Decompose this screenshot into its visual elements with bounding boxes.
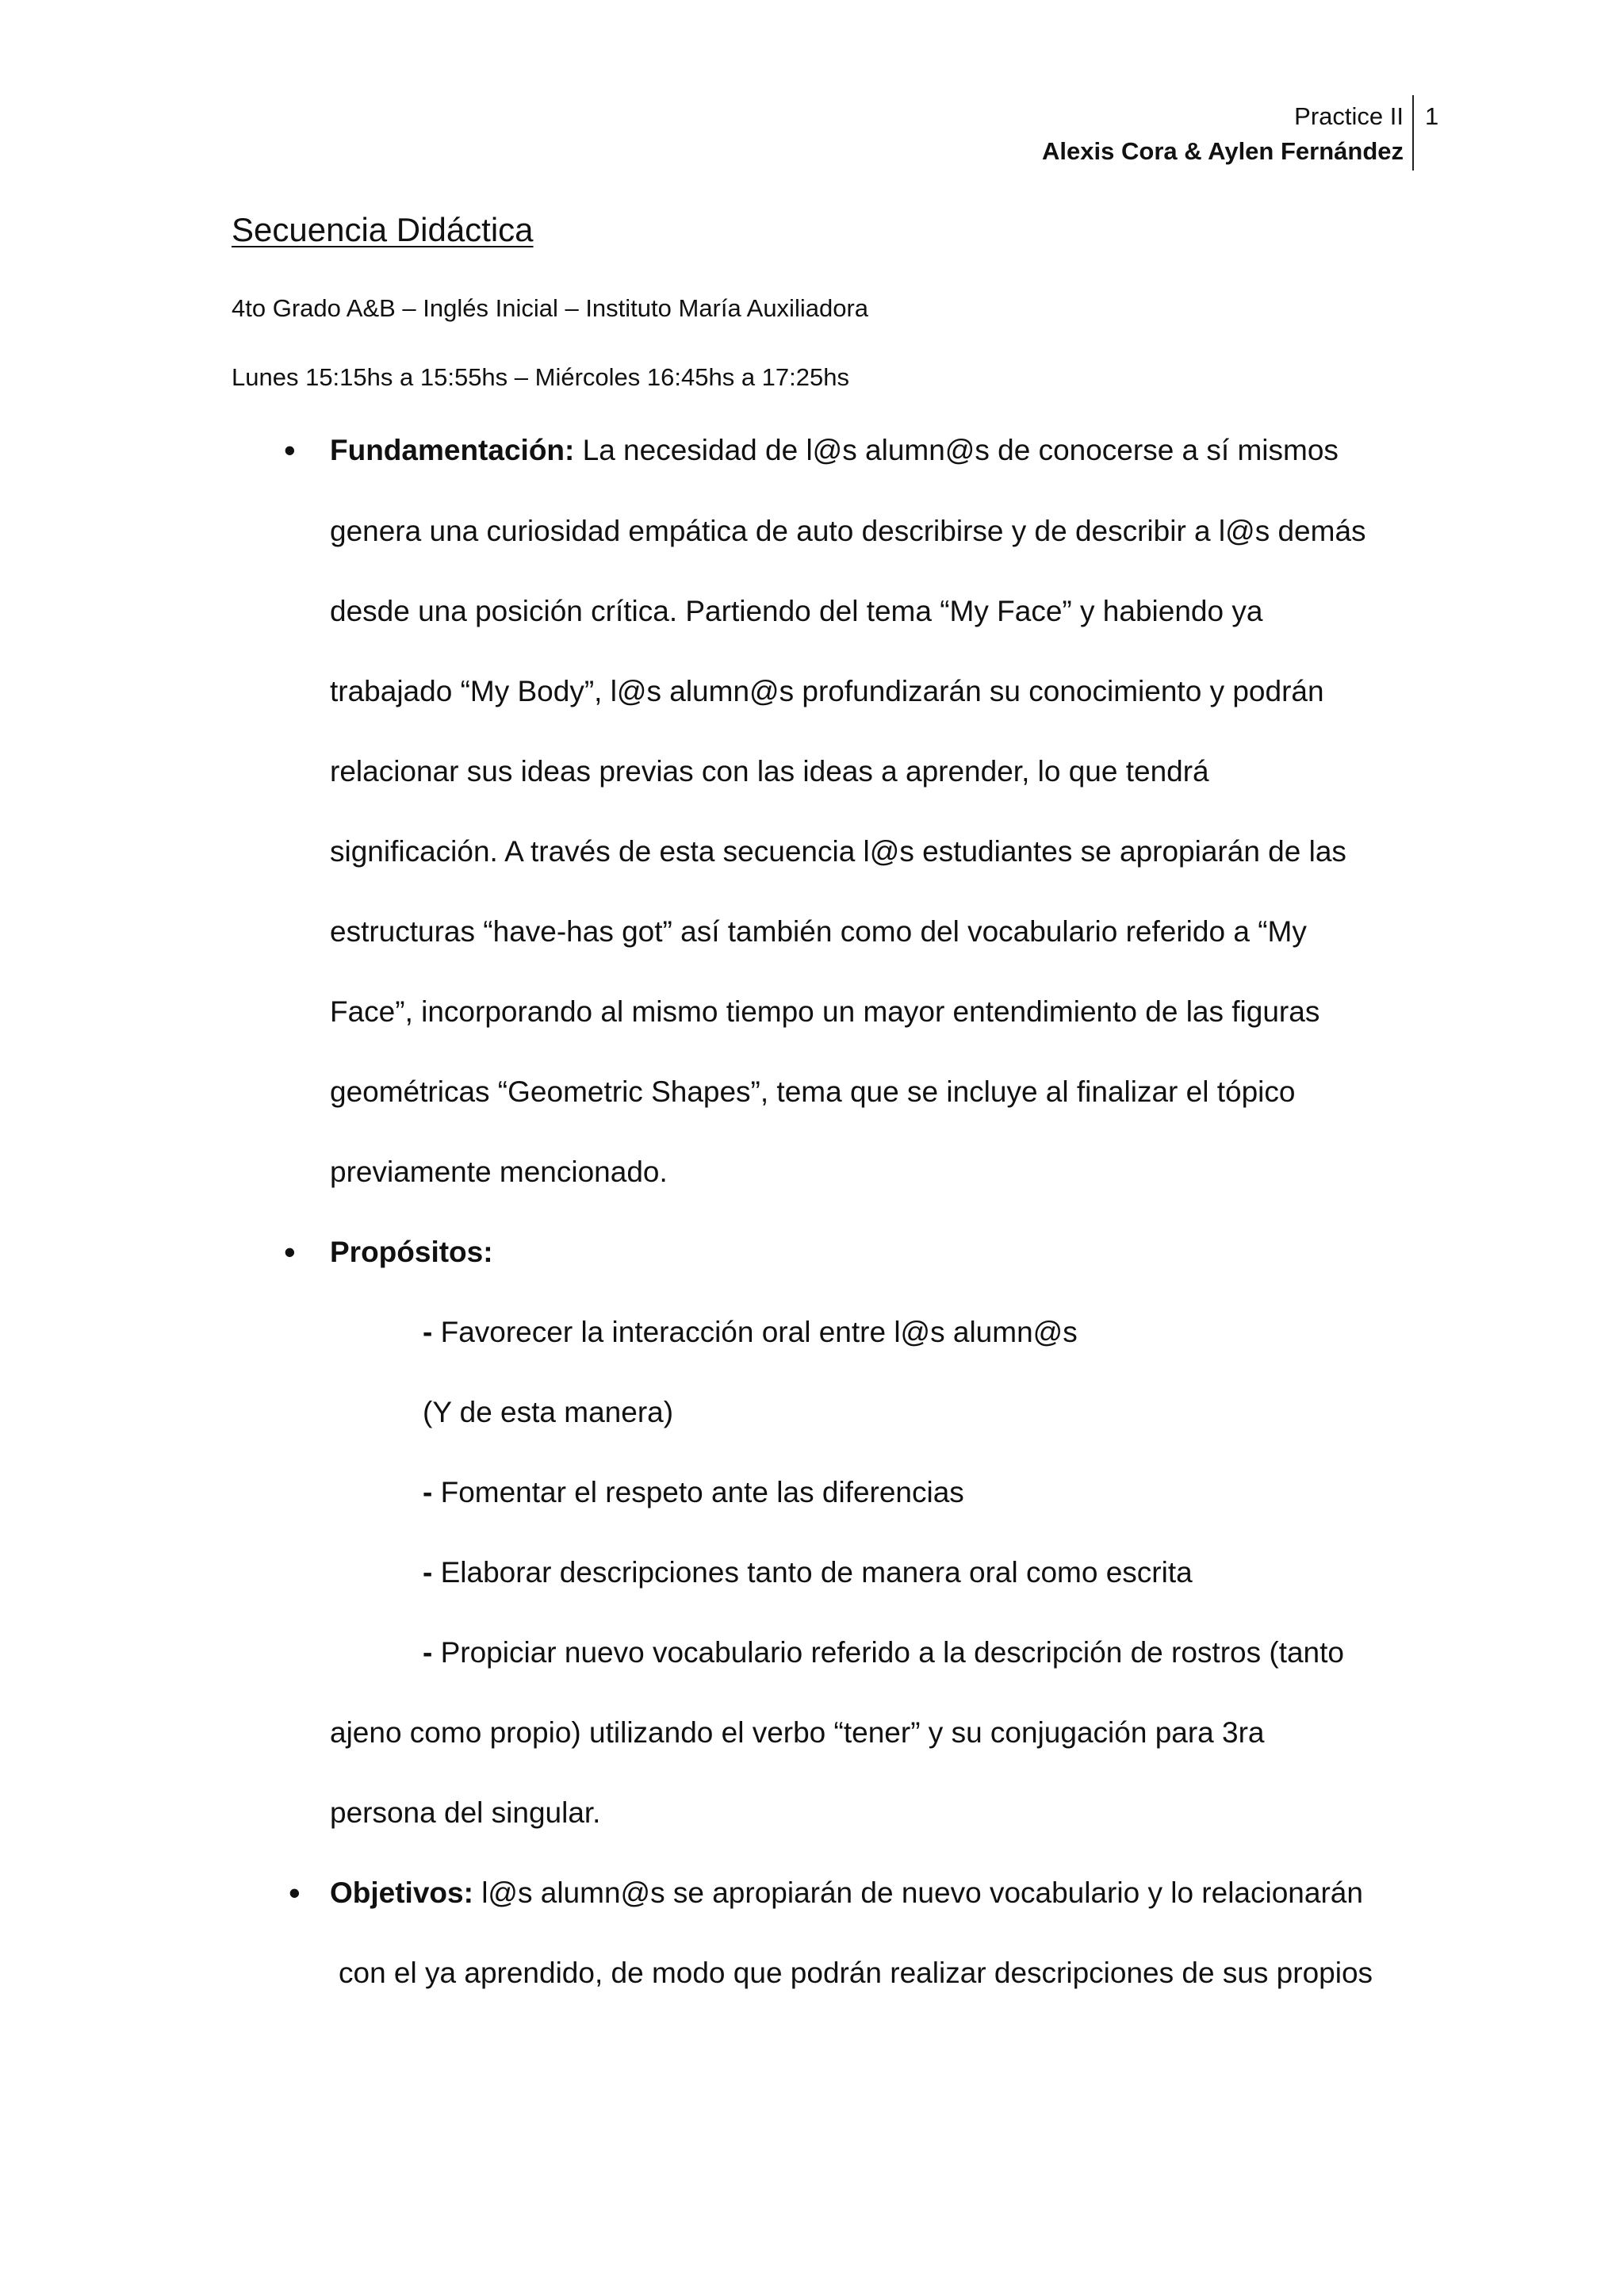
objetivos-label: Objetivos:: [330, 1876, 473, 1909]
proposito-continuation: ajeno como propio) utilizando el verbo “tener” y su conjugación para 3ra: [330, 1716, 1265, 1749]
objetivos-text: l@s alumn@s se apropiarán de nuevo vocabulario y lo relacionarán: [473, 1876, 1363, 1909]
item-text: Elaborar descripciones tanto de manera oral como escrita: [432, 1556, 1193, 1589]
proposito-item: [423, 1629, 1344, 1677]
objetivos-line: [330, 1869, 1363, 1917]
page-header: [1042, 99, 1404, 169]
item-dash: -: [423, 1636, 433, 1669]
fundamentacion-line: geométricas “Geometric Shapes”, tema que se incluye al finalizar el tópico: [330, 1075, 1296, 1108]
proposito-item: [423, 1469, 964, 1516]
objetivos-line: con el ya aprendido, de modo que podrán realizar descripciones de sus propios: [339, 1957, 1373, 1989]
fundamentacion-line: relacionar sus ideas previas con las ideas a aprender, lo que tendrá: [330, 755, 1209, 788]
fundamentacion-line: Face”, incorporando al mismo tiempo un mayor entendimiento de las figuras: [330, 995, 1320, 1028]
fundamentacion-line: significación. A través de esta secuencia l@s estudiantes se apropiarán de las: [330, 835, 1346, 868]
page-number: 1: [1425, 102, 1439, 130]
proposito-item: [423, 1309, 1078, 1356]
fundamentacion-line: genera una curiosidad empática de auto describirse y de describir a l@s demás: [330, 515, 1366, 547]
fundamentacion-label: Fundamentación:: [330, 434, 575, 466]
header-course: Practice II: [1294, 102, 1404, 130]
item-text: Propiciar nuevo vocabulario referido a la descripción de rostros (tanto: [432, 1636, 1344, 1669]
propositos-label: Propósitos:: [330, 1236, 493, 1268]
item-dash: -: [423, 1556, 433, 1589]
item-dash: -: [423, 1476, 433, 1508]
item-text: Favorecer la interacción oral entre l@s alumn@s: [432, 1316, 1078, 1348]
fundamentacion-line: estructuras “have-has got” así también como del vocabulario referido a “My: [330, 915, 1307, 948]
fundamentacion-text: La necesidad de l@s alumn@s de conocerse a sí mismos: [574, 434, 1339, 466]
bullet-dot: •: [284, 431, 296, 469]
proposito-item: [423, 1549, 1193, 1596]
proposito-continuation: persona del singular.: [330, 1796, 601, 1829]
item-dash: -: [423, 1316, 433, 1348]
bullet-dot: •: [284, 1233, 296, 1271]
header-authors: Alexis Cora & Aylen Fernández: [1042, 137, 1404, 165]
item-text: Fomentar el respeto ante las diferencias: [432, 1476, 964, 1508]
meta-schedule-line: Lunes 15:15hs a 15:55hs – Miércoles 16:45hs a 17:25hs: [232, 363, 849, 391]
bullet-dot: •: [289, 1874, 301, 1911]
header-divider: [1412, 95, 1414, 171]
proposito-item: [423, 1389, 673, 1436]
document-title: Secuencia Didáctica: [232, 211, 534, 248]
fundamentacion-line: [330, 427, 1339, 474]
fundamentacion-line: trabajado “My Body”, l@s alumn@s profundizarán su conocimiento y podrán: [330, 675, 1324, 707]
meta-grade-line: 4to Grado A&B – Inglés Inicial – Instituto María Auxiliadora: [232, 294, 869, 322]
fundamentacion-line: desde una posición crítica. Partiendo del tema “My Face” y habiendo ya: [330, 595, 1263, 627]
item-text: (Y de esta manera): [423, 1396, 674, 1428]
fundamentacion-line: previamente mencionado.: [330, 1156, 668, 1188]
